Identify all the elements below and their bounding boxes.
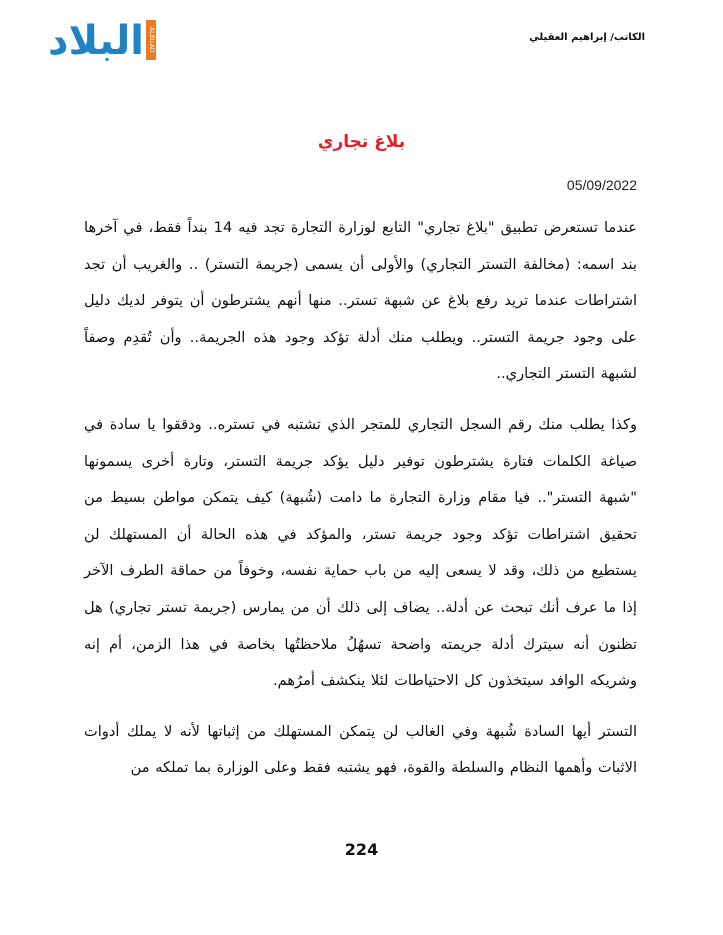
logo-wordmark: البلاد <box>48 18 144 64</box>
article-date: 05/09/2022 <box>566 177 637 193</box>
article-title: بلاغ تجاري <box>317 132 406 152</box>
logo-tag: ALBILAD <box>146 20 156 60</box>
author-name: الكاتب/ إبراهيم العقيلي <box>529 32 645 43</box>
article-paragraph: وكذا يطلب منك رقم السجل التجاري للمتجر الذي تشتبه في تستره.. ودققوا يا سادة في صياغة الكلمات فتارة يشترطون توفير دليل يؤكد جريمة التستر، وتارة أخرى يسمونها "شبهة التستر".. فيا مقام وزارة التجارة ما دامت (شُبهة) كيف يتمكن مواطن بسيط من تحقيق اشتراطات تؤكد وجود جريمة تستر، والمؤكد في هذه الحالة أن المستهلك لن يستطيع من ذلك، وقد لا يسعى إليه من باب حماية نفسه، وخوفاً من حماقة الطرف الآخر إذا ما عرف أنك تبحث عن أدلة.. يضاف إلى ذلك أن من يمارس (جريمة تستر تجاري) هل تظنون أنه سيترك أدلة جريمته واضحة تسهُلُ ملاحظتُها بخاصة في هذا الزمن، أم إنه وشريكه الوافد سيتخذون كل الاحتياطات لئلا ينكشف أمرُهم. <box>84 415 637 690</box>
page-number: 224 <box>344 840 379 859</box>
publication-logo <box>48 18 156 68</box>
article-body <box>84 210 637 801</box>
article-paragraph: عندما تستعرض تطبيق "بلاغ تجاري" التابع لوزارة التجارة تجد فيه 14 بنداً فقط، في آخرها بند اسمه: (مخالفة التستر التجاري) والأولى أن يسمى (جريمة التستر) .. والغريب أن تجد اشتراطات عندما تريد رفع بلاغ عن شبهة تستر.. منها أنهم يشترطون أن يتوفر لديك دليل على وجود جريمة التستر.. ويطلب منك أدلة تؤكد وجود هذه الجريمة.. وأن تُقدِم وصفاً لشبهة التستر التجاري.. <box>84 219 637 383</box>
page-header <box>48 18 645 70</box>
article-paragraph: التستر أيها السادة شُبهة وفي الغالب لن يتمكن المستهلك من إثباتها لأنه لا يملك أدوات الاثبات وأهمها النظام والسلطة والقوة، فهو يشتبه فقط وعلى الوزارة بما تملكه من <box>84 722 637 777</box>
